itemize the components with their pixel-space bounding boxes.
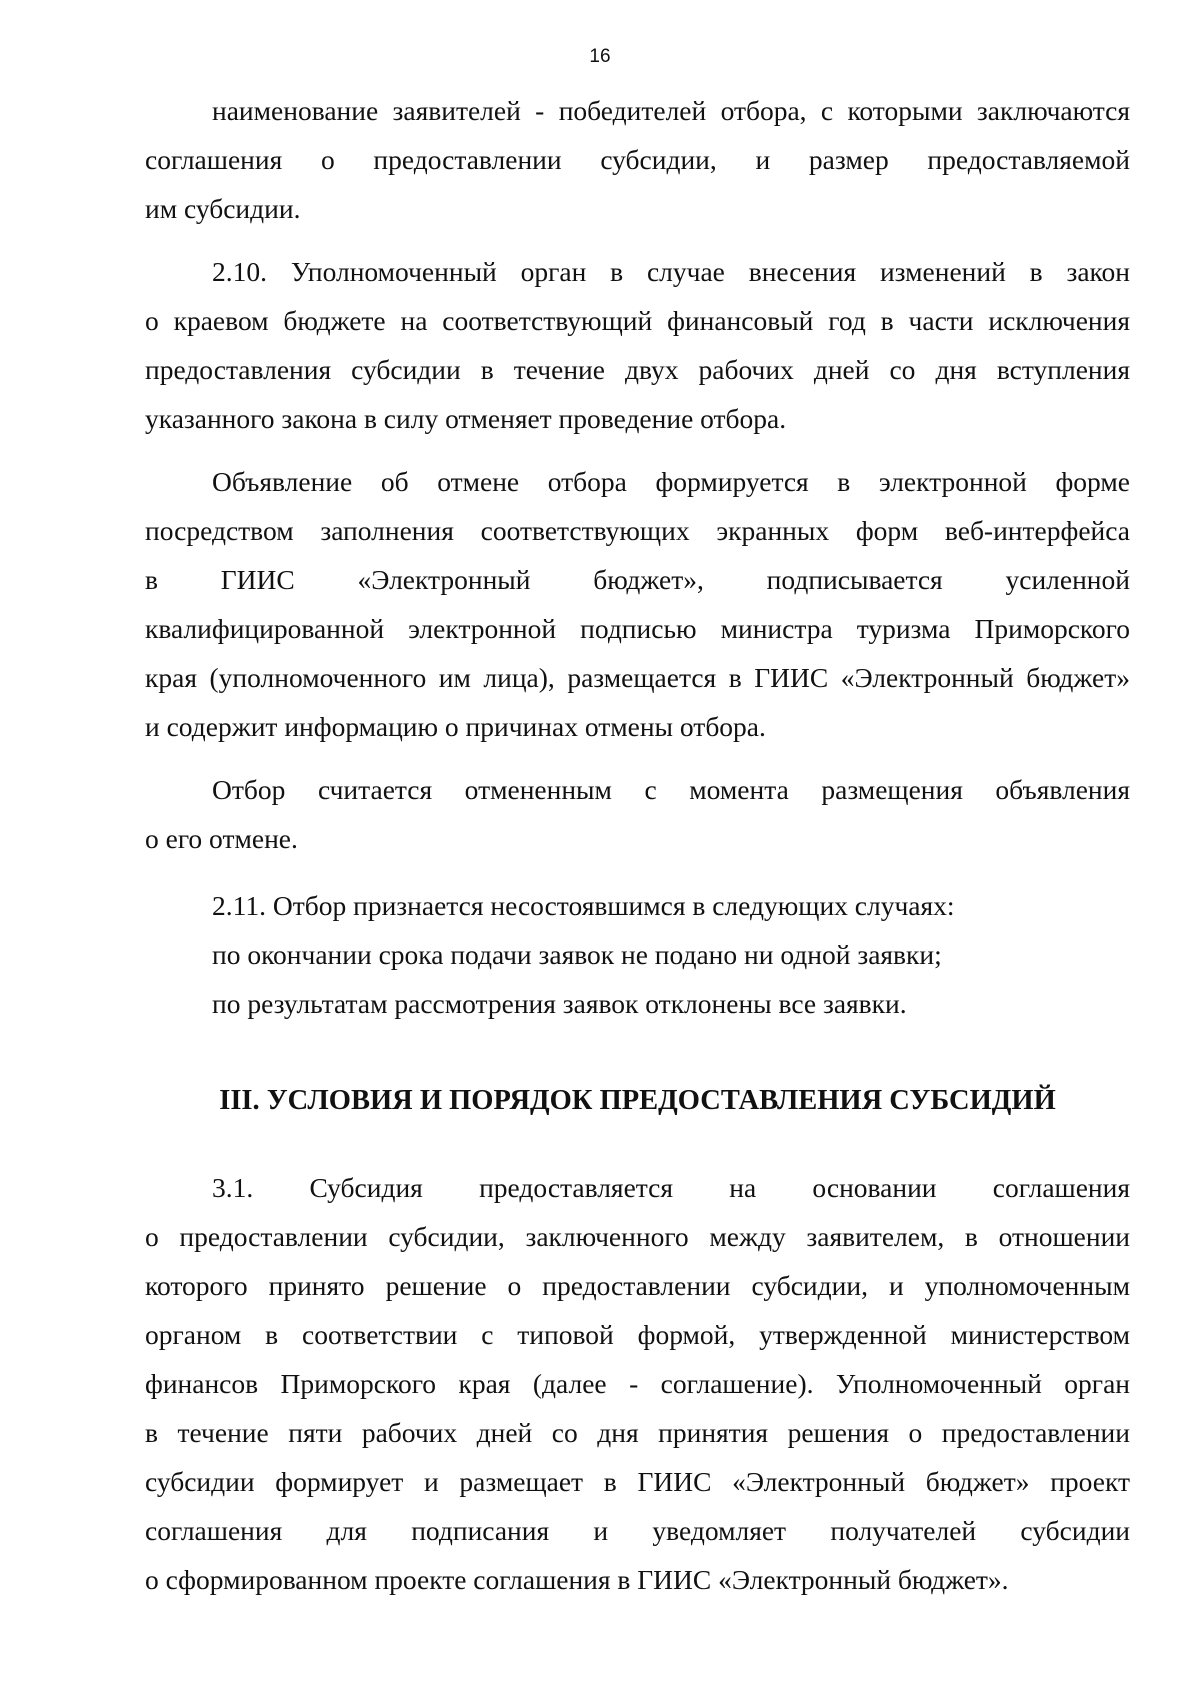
- paragraph-cancellation-announcement: [145, 457, 1130, 751]
- text-line: по результатам рассмотрения заявок отклонены все заявки.: [212, 988, 907, 1019]
- document-body: [145, 86, 1130, 1604]
- paragraph-2-11: [145, 881, 1130, 1028]
- text-line: в течение пяти рабочих дней со дня принятия решения о предоставлении: [145, 1417, 1130, 1448]
- text-line: которого принято решение о предоставлении субсидии, и уполномоченным: [145, 1270, 1130, 1301]
- text-line: наименование заявителей - победителей отбора, с которыми заключаются: [212, 95, 1130, 126]
- text-line: по окончании срока подачи заявок не подано ни одной заявки;: [212, 939, 942, 970]
- text-line: 2.11. Отбор признается несостоявшимся в следующих случаях:: [212, 890, 955, 921]
- paragraph-recipients-list: [145, 86, 1130, 233]
- text-line: Объявление об отмене отбора формируется в электронной форме: [212, 466, 1130, 497]
- paragraph-3-1: [145, 1163, 1130, 1604]
- page-number: 16: [589, 46, 611, 67]
- text-line: соглашения о предоставлении субсидии, и размер предоставляемой: [145, 144, 1130, 175]
- text-line: 3.1. Субсидия предоставляется на основании соглашения: [212, 1172, 1130, 1203]
- text-line: о предоставлении субсидии, заключенного между заявителем, в отношении: [145, 1221, 1130, 1252]
- text-line: указанного закона в силу отменяет проведение отбора.: [145, 403, 787, 434]
- text-line: финансов Приморского края (далее - соглашение). Уполномоченный орган: [145, 1368, 1130, 1399]
- paragraph-cancellation-moment: [145, 765, 1130, 863]
- text-line: 2.10. Уполномоченный орган в случае внесения изменений в закон: [212, 256, 1130, 287]
- text-line: в ГИИС «Электронный бюджет», подписывается усиленной: [145, 564, 1130, 595]
- text-line: органом в соответствии с типовой формой, утвержденной министерством: [145, 1319, 1130, 1350]
- text-line: о его отмене.: [145, 823, 298, 854]
- text-line: и содержит информацию о причинах отмены отбора.: [145, 711, 766, 742]
- text-line: края (уполномоченного им лица), размещается в ГИИС «Электронный бюджет»: [145, 662, 1130, 693]
- section-heading: III. УСЛОВИЯ И ПОРЯДОК ПРЕДОСТАВЛЕНИЯ СУБСИДИЙ: [219, 1085, 1056, 1116]
- text-line: о краевом бюджете на соответствующий финансовый год в части исключения: [145, 305, 1130, 336]
- text-line: им субсидии.: [145, 193, 301, 224]
- paragraph-2-10: [145, 247, 1130, 443]
- text-line: соглашения для подписания и уведомляет получателей субсидии: [145, 1515, 1130, 1546]
- text-line: посредством заполнения соответствующих экранных форм веб-интерфейса: [145, 515, 1130, 546]
- text-line: квалифицированной электронной подписью министра туризма Приморского: [145, 613, 1130, 644]
- text-line: Отбор считается отмененным с момента размещения объявления: [212, 774, 1130, 805]
- text-line: субсидии формирует и размещает в ГИИС «Электронный бюджет» проект: [145, 1466, 1130, 1497]
- text-line: предоставления субсидии в течение двух рабочих дней со дня вступления: [145, 354, 1130, 385]
- text-line: о сформированном проекте соглашения в ГИИС «Электронный бюджет».: [145, 1564, 1009, 1595]
